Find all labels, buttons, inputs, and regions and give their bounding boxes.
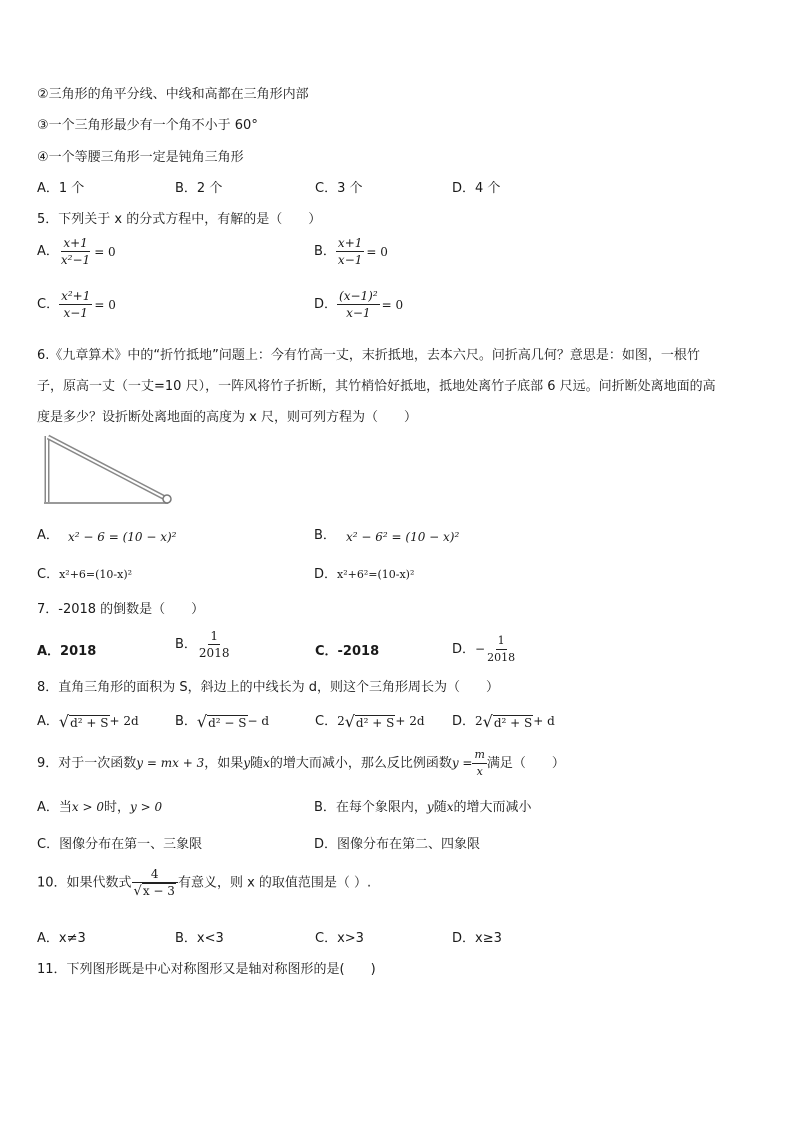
q6-a-label: A． [37, 528, 59, 543]
q10-fraction [132, 866, 178, 900]
q7-option-a: A．2018 [37, 644, 97, 659]
q10-den [132, 882, 178, 900]
q10-option-d: D．x≥3 [452, 931, 502, 946]
bamboo-figure [40, 432, 180, 508]
q5-a-num: x+1 [63, 236, 88, 250]
q10-stem-a: 10．如果代数式 [37, 875, 132, 891]
q7-d-label: D． [452, 642, 476, 657]
q10-option-a: A．x≠3 [37, 931, 86, 946]
q9-stem-d: 的增大而减小，那么反比例函数 [269, 756, 452, 771]
q5-c-den: x−1 [63, 306, 88, 320]
q5-c-fraction [59, 288, 92, 321]
q7-d-sign: − [475, 642, 486, 656]
q8-b-radicand: d² − S [208, 716, 247, 730]
q9-inverse-fraction [472, 747, 486, 780]
q8-d-radical: √d² + S [482, 712, 533, 731]
q8-c-radicand: d² + S [355, 716, 395, 730]
q5-b-fraction [336, 235, 364, 268]
q10-radical: √x − 3 [133, 884, 175, 899]
q5-b-den: x−1 [337, 253, 363, 267]
q5-a-den: x²−1 [60, 253, 91, 267]
q9-a-cond: x > 0 [71, 800, 104, 814]
q5-option-d [314, 288, 403, 321]
q10-option-c: C．x>3 [315, 931, 364, 946]
q8-stem: 8．直角三角形的面积为 S，斜边上的中线长为 d，则这个三角形周长为（ ） [37, 680, 500, 695]
q11-stem: 11．下列图形既是中心对称图形又是轴对称图形的是( ) [37, 962, 376, 977]
q8-option-b [175, 710, 269, 731]
q5-d-num: (x−1)² [339, 289, 378, 303]
q7-b-label: B． [175, 637, 197, 652]
q9-a-result: y > 0 [130, 800, 163, 814]
q8-b-radical: √d² − S [196, 712, 247, 731]
q4-option-b: B．2 个 [175, 181, 223, 196]
q6-d-label: D． [314, 567, 338, 582]
q9-b-text3: 的增大而减小 [453, 800, 532, 815]
q7-stem: 7．-2018 的倒数是（ ） [37, 602, 205, 617]
q7-b-num: 1 [210, 629, 219, 643]
q9-b-y: y [426, 800, 434, 814]
q9-var-x: x [263, 756, 270, 770]
q7-b-den: 2018 [198, 646, 230, 660]
statement-3: ③一个三角形最少有一个角不小于 60° [37, 118, 258, 133]
q8-c-coef: 2 [337, 714, 345, 728]
q7-option-b [175, 628, 231, 661]
q5-b-label: B． [314, 244, 336, 259]
bamboo-tip [163, 495, 171, 503]
q7-b-fraction [197, 628, 232, 661]
q5-option-c [37, 288, 116, 321]
q5-a-eq: = 0 [94, 244, 116, 259]
q9-stem-b: ，如果 [204, 756, 244, 771]
q9-option-b [314, 796, 532, 815]
q5-c-label: C． [37, 297, 60, 312]
q6-c-expr: x²+6=(10-x)² [59, 568, 133, 581]
q7-option-d [452, 633, 517, 666]
q8-d-tail: + d [533, 714, 555, 728]
q10-stem-b: 有意义，则 x 的取值范围是（ ）. [177, 875, 372, 891]
q6-option-a [37, 524, 59, 543]
q9-option-c: C．图像分布在第一、三象限 [37, 837, 203, 852]
q5-option-a [37, 235, 116, 268]
q8-a-label: A． [37, 714, 59, 729]
q8-d-label: D． [452, 714, 476, 729]
q9-stem [37, 747, 565, 780]
q9-stem-c: 随 [250, 756, 264, 771]
q8-d-coef: 2 [475, 714, 483, 728]
q8-c-tail: + 2d [395, 714, 425, 728]
statement-2: ②三角形的角平分线、中线和高都在三角形内部 [37, 87, 309, 102]
q4-option-c: C．3 个 [315, 181, 363, 196]
q5-d-fraction [337, 288, 380, 321]
q5-d-eq: = 0 [381, 297, 404, 312]
q6-b-expr: x² − 6² = (10 − x)² [346, 530, 460, 544]
q8-b-label: B． [175, 714, 197, 729]
q4-option-d: D．4 个 [452, 181, 501, 196]
q8-c-radical: √d² + S [344, 712, 395, 731]
q8-option-c [315, 710, 425, 731]
q8-d-radicand: d² + S [493, 716, 533, 730]
q5-b-num: x+1 [337, 236, 363, 250]
q5-b-eq: = 0 [366, 244, 388, 259]
q7-d-fraction [485, 633, 517, 666]
q9-inverse-den: x [476, 765, 483, 778]
q5-c-num: x²+1 [61, 289, 91, 303]
q5-c-eq: = 0 [94, 297, 116, 312]
statement-4: ④一个等腰三角形一定是钝角三角形 [37, 150, 244, 165]
q6-option-d [314, 563, 414, 582]
q9-inverse-lhs: y = [451, 756, 473, 770]
q9-b-text1: B．在每个象限内， [314, 800, 427, 815]
q8-option-d [452, 710, 555, 731]
q9-stem-e: 满足（ ） [486, 756, 565, 771]
q9-option-a [37, 796, 162, 815]
q5-stem: 5．下列关于 x 的分式方程中，有解的是（ ） [37, 212, 322, 227]
q8-c-label: C． [315, 714, 338, 729]
q5-a-label: A． [37, 244, 59, 259]
q6-b-label: B． [314, 528, 336, 543]
q7-d-num: 1 [496, 633, 507, 650]
q5-a-fraction [59, 235, 92, 268]
q9-inverse-num: m [472, 747, 486, 764]
q6-option-c [37, 563, 132, 582]
q8-option-a [37, 710, 139, 731]
q9-stem-a: 9．对于一次函数 [37, 756, 137, 771]
q8-b-tail: − d [247, 714, 270, 728]
q5-d-label: D． [314, 297, 338, 312]
q6-c-label: C． [37, 567, 60, 582]
q9-option-d: D．图像分布在第二、四象限 [314, 837, 481, 852]
q8-a-radical: √d² + S [58, 712, 109, 731]
q9-a-mid: 时， [104, 800, 131, 815]
q6-option-b [314, 524, 336, 543]
q6-a-expr: x² − 6 = (10 − x)² [68, 530, 177, 544]
q10-num: 4 [150, 867, 159, 881]
q8-a-tail: + 2d [109, 714, 139, 728]
q6-d-expr: x²+6²=(10-x)² [337, 568, 415, 581]
q10-stem [37, 866, 371, 900]
q7-d-den: 2018 [487, 651, 516, 664]
q9-var-y: y [243, 756, 251, 770]
q4-option-a: A．1 个 [37, 181, 85, 196]
q9-linear-fn: y = mx + 3 [136, 756, 205, 770]
q9-b-text2: 随 [433, 800, 447, 815]
q6-stem-line3: 度是多少？设折断处离地面的高度为 x 尺，则可列方程为（ ） [37, 410, 417, 425]
q5-d-den: x−1 [346, 306, 371, 320]
q9-a-label: A．当 [37, 800, 72, 815]
q10-option-b: B．x<3 [175, 931, 224, 946]
q6-stem-line1: 6.《九章算术》中的“折竹抵地”问题上：今有竹高一丈，末折抵地，去本六尺。问折高几何？意思是：如图，一根竹 [37, 348, 700, 363]
q5-option-b [314, 235, 388, 268]
q7-option-c: C．-2018 [315, 644, 380, 659]
q6-stem-line2: 子，原高一丈（一丈=10 尺），一阵风将竹子折断，其竹梢恰好抵地，抵地处离竹子底部 6 尺远。问折断处离地面的高 [37, 379, 716, 394]
bamboo-broken-inner [48, 437, 165, 498]
q8-a-radicand: d² + S [70, 716, 109, 730]
q9-b-x: x [446, 800, 454, 814]
q10-radicand: x − 3 [142, 884, 175, 898]
